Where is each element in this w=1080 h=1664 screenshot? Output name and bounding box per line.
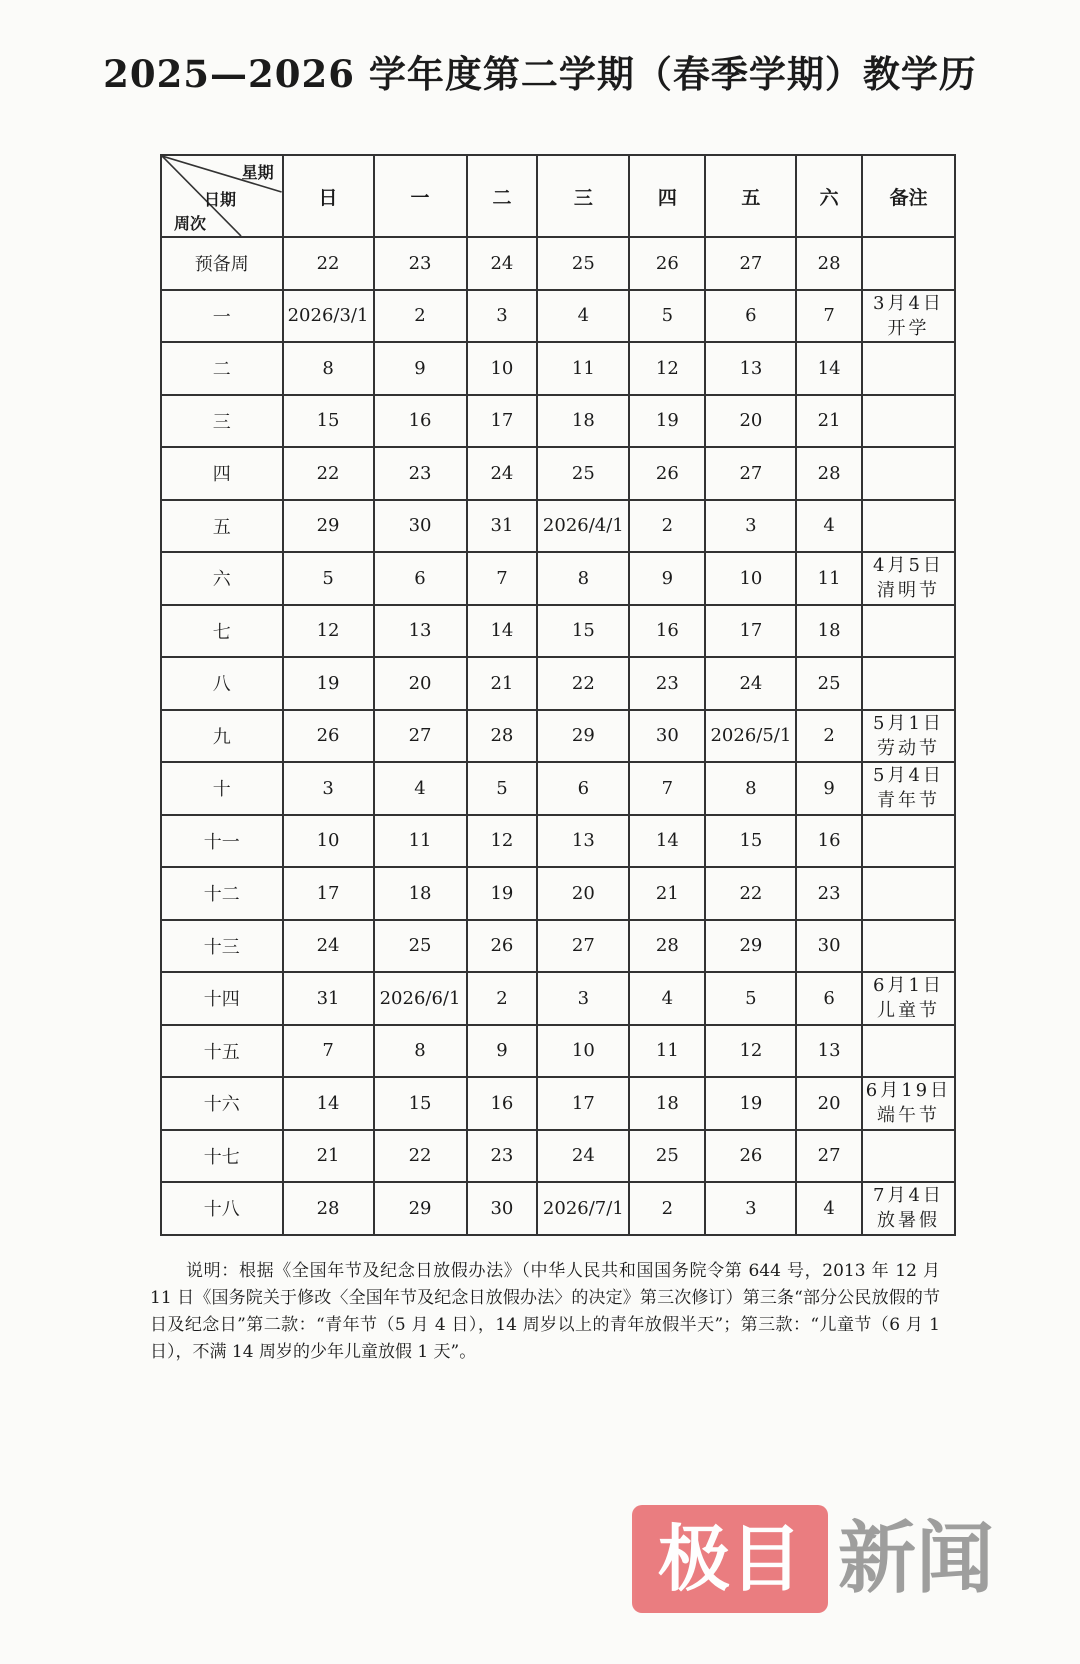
date-cell: 12 [629, 342, 705, 395]
table-row [161, 500, 955, 553]
header-day-mon: 一 [374, 155, 467, 237]
header-day-sun: 日 [283, 155, 374, 237]
note-cell [862, 710, 955, 763]
week-cell: 十四 [161, 972, 283, 1025]
date-cell: 23 [629, 657, 705, 710]
note-cell [862, 920, 955, 973]
table-row [161, 605, 955, 658]
table-row [161, 710, 955, 763]
week-cell: 十八 [161, 1182, 283, 1235]
date-cell: 20 [537, 867, 629, 920]
date-cell: 30 [629, 710, 705, 763]
date-cell: 24 [283, 920, 374, 973]
date-cell: 7 [283, 1025, 374, 1078]
table-row [161, 447, 955, 500]
date-cell: 5 [705, 972, 796, 1025]
note-cell [862, 815, 955, 868]
date-cell: 19 [629, 395, 705, 448]
date-cell: 2026/6/1 [374, 972, 467, 1025]
date-cell: 10 [467, 342, 538, 395]
week-cell: 四 [161, 447, 283, 500]
table-row [161, 1130, 955, 1183]
date-cell: 2 [374, 290, 467, 343]
date-cell: 26 [629, 237, 705, 290]
date-cell: 17 [467, 395, 538, 448]
date-cell: 16 [629, 605, 705, 658]
date-cell: 7 [796, 290, 862, 343]
diagonal-header-cell [161, 155, 283, 237]
header-day-thu: 四 [629, 155, 705, 237]
date-cell: 13 [537, 815, 629, 868]
note-date: 4月5日 [873, 555, 944, 577]
date-cell: 28 [467, 710, 538, 763]
date-cell: 23 [374, 237, 467, 290]
date-cell: 25 [537, 237, 629, 290]
date-cell: 14 [629, 815, 705, 868]
date-cell: 2026/4/1 [537, 500, 629, 553]
date-cell: 19 [467, 867, 538, 920]
table-row [161, 972, 955, 1025]
date-cell: 14 [283, 1077, 374, 1130]
header-day-tue: 二 [467, 155, 538, 237]
table-row [161, 342, 955, 395]
header-day-fri: 五 [705, 155, 796, 237]
note-cell [862, 972, 955, 1025]
date-cell: 18 [537, 395, 629, 448]
date-cell: 25 [374, 920, 467, 973]
note-cell [862, 237, 955, 290]
date-cell: 21 [796, 395, 862, 448]
date-cell: 3 [705, 1182, 796, 1235]
date-cell: 18 [374, 867, 467, 920]
table-row [161, 815, 955, 868]
date-cell: 4 [796, 1182, 862, 1235]
date-cell: 13 [705, 342, 796, 395]
date-cell: 6 [705, 290, 796, 343]
watermark-logo [632, 1505, 1032, 1615]
date-cell: 29 [537, 710, 629, 763]
note-cell [862, 605, 955, 658]
note-event: 儿童节 [876, 1000, 940, 1022]
date-cell: 22 [705, 867, 796, 920]
date-cell: 15 [283, 395, 374, 448]
header-week-label: 周次 [174, 214, 207, 233]
table-row [161, 290, 955, 343]
date-cell: 12 [467, 815, 538, 868]
date-cell: 8 [705, 762, 796, 815]
note-cell [862, 447, 955, 500]
week-cell: 十五 [161, 1025, 283, 1078]
week-cell: 十六 [161, 1077, 283, 1130]
date-cell: 29 [705, 920, 796, 973]
week-cell: 六 [161, 552, 283, 605]
date-cell: 12 [705, 1025, 796, 1078]
date-cell: 28 [796, 447, 862, 500]
date-cell: 16 [374, 395, 467, 448]
date-cell: 3 [537, 972, 629, 1025]
date-cell: 20 [705, 395, 796, 448]
watermark-logo-box-text: 极目 [657, 1517, 802, 1601]
note-cell [862, 552, 955, 605]
date-cell: 8 [374, 1025, 467, 1078]
date-cell: 21 [467, 657, 538, 710]
date-cell: 25 [629, 1130, 705, 1183]
week-cell: 九 [161, 710, 283, 763]
date-cell: 9 [796, 762, 862, 815]
note-cell [862, 342, 955, 395]
date-cell: 22 [283, 447, 374, 500]
date-cell: 27 [537, 920, 629, 973]
table-row [161, 762, 955, 815]
date-cell: 15 [537, 605, 629, 658]
date-cell: 29 [283, 500, 374, 553]
date-cell: 20 [796, 1077, 862, 1130]
date-cell: 3 [705, 500, 796, 553]
note-event: 清明节 [876, 580, 940, 602]
date-cell: 27 [374, 710, 467, 763]
note-date: 6月19日 [865, 1080, 952, 1102]
date-cell: 14 [467, 605, 538, 658]
date-cell: 15 [374, 1077, 467, 1130]
date-cell: 11 [629, 1025, 705, 1078]
date-cell: 20 [374, 657, 467, 710]
week-cell: 十二 [161, 867, 283, 920]
note-date: 5月4日 [873, 765, 944, 787]
date-cell: 8 [537, 552, 629, 605]
date-cell: 9 [629, 552, 705, 605]
table-row [161, 1182, 955, 1235]
date-cell: 30 [374, 500, 467, 553]
note-cell [862, 762, 955, 815]
table-row [161, 552, 955, 605]
date-cell: 4 [374, 762, 467, 815]
date-cell: 23 [374, 447, 467, 500]
date-cell: 11 [374, 815, 467, 868]
watermark-logo-box [632, 1505, 828, 1613]
date-cell: 31 [283, 972, 374, 1025]
date-cell: 28 [283, 1182, 374, 1235]
header-date-label: 日期 [204, 190, 237, 209]
date-cell: 30 [796, 920, 862, 973]
date-cell: 27 [705, 237, 796, 290]
note-event: 端午节 [876, 1105, 940, 1127]
teaching-calendar-table [160, 154, 956, 1236]
header-row [161, 155, 955, 237]
date-cell: 26 [705, 1130, 796, 1183]
week-cell: 十一 [161, 815, 283, 868]
week-cell: 一 [161, 290, 283, 343]
date-cell: 24 [537, 1130, 629, 1183]
header-day-wed: 三 [537, 155, 629, 237]
week-cell: 七 [161, 605, 283, 658]
date-cell: 8 [283, 342, 374, 395]
date-cell: 18 [796, 605, 862, 658]
date-cell: 26 [467, 920, 538, 973]
date-cell: 16 [467, 1077, 538, 1130]
week-cell: 十三 [161, 920, 283, 973]
week-cell: 预备周 [161, 237, 283, 290]
date-cell: 5 [629, 290, 705, 343]
header-day-sat: 六 [796, 155, 862, 237]
date-cell: 25 [796, 657, 862, 710]
note-date: 5月1日 [873, 712, 944, 734]
watermark-logo-text: 新闻 [838, 1514, 995, 1604]
note-cell [862, 1025, 955, 1078]
date-cell: 4 [629, 972, 705, 1025]
note-event: 放暑假 [876, 1210, 940, 1232]
note-event: 青年节 [876, 790, 940, 812]
date-cell: 27 [705, 447, 796, 500]
week-cell: 二 [161, 342, 283, 395]
week-cell: 十七 [161, 1130, 283, 1183]
date-cell: 22 [374, 1130, 467, 1183]
date-cell: 28 [629, 920, 705, 973]
table-row [161, 1077, 955, 1130]
date-cell: 13 [796, 1025, 862, 1078]
note-cell [862, 867, 955, 920]
footnote: 说明：根据《全国年节及纪念日放假办法》（中华人民共和国国务院令第 644 号，2013 年 12 月 11 日《国务院关于修改〈全国年节及纪念日放假办法〉的决定》第三次修订）第三条“部分公民放假的节日及纪念日”第二款：“青年节（5 月 4 日），14 周岁以上的青年放假半天”；第三款：“儿童节（6 月 1 日），不满 14 周岁的少年儿童放假 1 天”。 [150, 1261, 940, 1362]
header-note: 备注 [862, 155, 955, 237]
note-cell [862, 1182, 955, 1235]
note-event: 开学 [887, 317, 930, 339]
date-cell: 18 [629, 1077, 705, 1130]
date-cell: 2026/5/1 [705, 710, 796, 763]
date-cell: 10 [537, 1025, 629, 1078]
note-date: 7月4日 [873, 1185, 944, 1207]
note-cell [862, 1077, 955, 1130]
date-cell: 24 [467, 447, 538, 500]
date-cell: 30 [467, 1182, 538, 1235]
table-row [161, 237, 955, 290]
date-cell: 17 [283, 867, 374, 920]
note-cell [862, 395, 955, 448]
date-cell: 2026/7/1 [537, 1182, 629, 1235]
date-cell: 2 [629, 500, 705, 553]
table-row [161, 657, 955, 710]
note-cell [862, 500, 955, 553]
date-cell: 4 [796, 500, 862, 553]
date-cell: 14 [796, 342, 862, 395]
date-cell: 3 [467, 290, 538, 343]
note-cell [862, 657, 955, 710]
date-cell: 19 [705, 1077, 796, 1130]
date-cell: 10 [705, 552, 796, 605]
table-row [161, 867, 955, 920]
date-cell: 15 [705, 815, 796, 868]
date-cell: 13 [374, 605, 467, 658]
table-row [161, 1025, 955, 1078]
date-cell: 25 [537, 447, 629, 500]
date-cell: 21 [629, 867, 705, 920]
date-cell: 2 [629, 1182, 705, 1235]
date-cell: 11 [796, 552, 862, 605]
week-cell: 三 [161, 395, 283, 448]
date-cell: 5 [283, 552, 374, 605]
week-cell: 五 [161, 500, 283, 553]
note-cell [862, 1130, 955, 1183]
date-cell: 7 [467, 552, 538, 605]
date-cell: 19 [283, 657, 374, 710]
table-row [161, 920, 955, 973]
table-row [161, 395, 955, 448]
date-cell: 12 [283, 605, 374, 658]
date-cell: 28 [796, 237, 862, 290]
date-cell: 22 [283, 237, 374, 290]
date-cell: 17 [537, 1077, 629, 1130]
date-cell: 31 [467, 500, 538, 553]
note-date: 6月1日 [873, 975, 944, 997]
note-event: 劳动节 [876, 737, 940, 759]
date-cell: 9 [374, 342, 467, 395]
date-cell: 9 [467, 1025, 538, 1078]
date-cell: 21 [283, 1130, 374, 1183]
date-cell: 16 [796, 815, 862, 868]
date-cell: 2 [796, 710, 862, 763]
date-cell: 27 [796, 1130, 862, 1183]
date-cell: 4 [537, 290, 629, 343]
page-title: 2025—2026 学年度第二学期（春季学期）教学历 [103, 52, 977, 96]
note-date: 3月4日 [873, 292, 944, 314]
date-cell: 2 [467, 972, 538, 1025]
note-cell [862, 290, 955, 343]
date-cell: 24 [705, 657, 796, 710]
date-cell: 26 [283, 710, 374, 763]
header-weekday-label: 星期 [241, 163, 274, 182]
date-cell: 10 [283, 815, 374, 868]
date-cell: 3 [283, 762, 374, 815]
date-cell: 23 [467, 1130, 538, 1183]
calendar-body [161, 237, 955, 1235]
date-cell: 6 [537, 762, 629, 815]
date-cell: 24 [467, 237, 538, 290]
date-cell: 26 [629, 447, 705, 500]
date-cell: 6 [796, 972, 862, 1025]
week-cell: 八 [161, 657, 283, 710]
date-cell: 23 [796, 867, 862, 920]
week-cell: 十 [161, 762, 283, 815]
date-cell: 6 [374, 552, 467, 605]
date-cell: 5 [467, 762, 538, 815]
date-cell: 22 [537, 657, 629, 710]
date-cell: 29 [374, 1182, 467, 1235]
date-cell: 17 [705, 605, 796, 658]
date-cell: 11 [537, 342, 629, 395]
date-cell: 7 [629, 762, 705, 815]
date-cell: 2026/3/1 [283, 290, 374, 343]
